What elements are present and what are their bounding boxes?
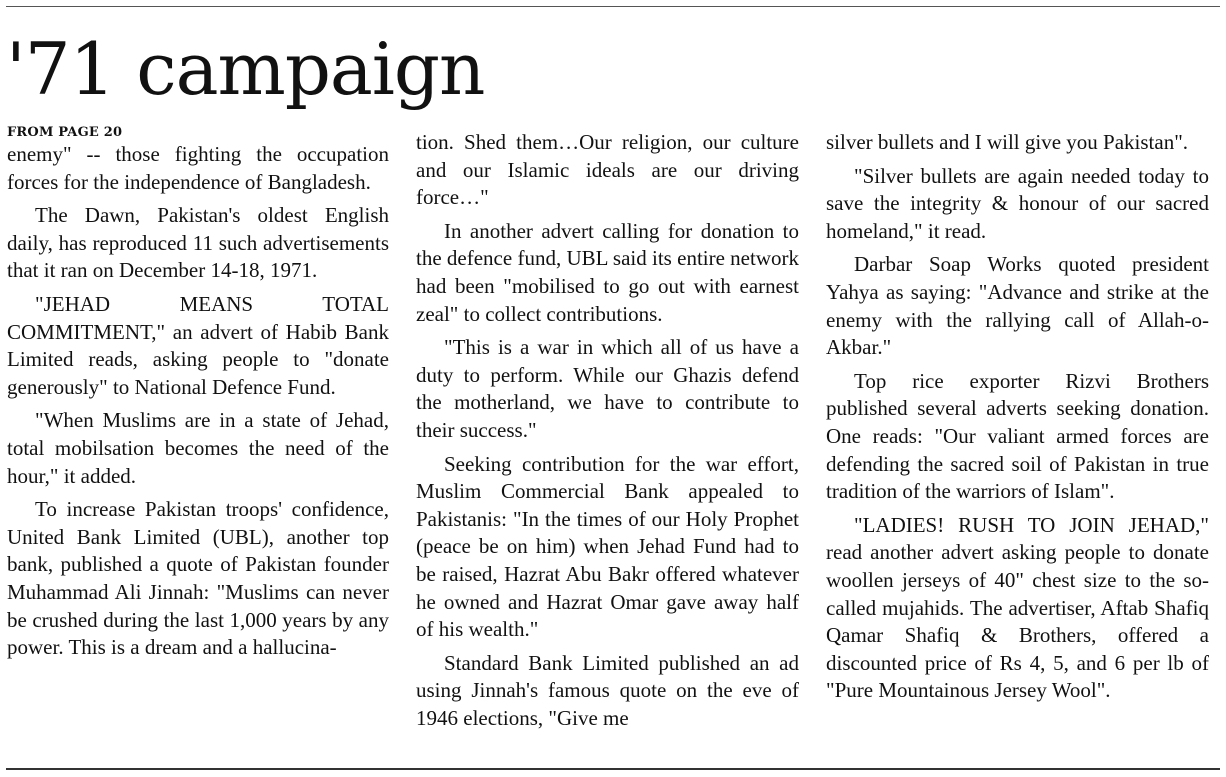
paragraph: To increase Pakistan troops' confidence, United Bank Limited (UBL), another top bank, published a quote of Pakistan founder Muhammad Ali Jinnah: "Muslims can never be crushed during the last 1,000 years by any power. This is a dream and a hallucina- — [7, 497, 389, 660]
paragraph: enemy" -- those fighting the occupation forces for the independence of Bangladesh. — [7, 142, 389, 194]
paragraph: "When Muslims are in a state of Jehad, total mobilsation becomes the need of the hour," it added. — [7, 408, 389, 488]
paragraph: "JEHAD MEANS TOTAL COMMITMENT," an advert of Habib Bank Limited reads, asking people to "donate generously" to National Defence Fund. — [7, 291, 389, 399]
jump-label: FROM PAGE 20 — [7, 125, 123, 140]
paragraph: "LADIES! RUSH TO JOIN JEHAD," read another advert asking people to donate woollen jerseys of 40" chest size to the so-called mujahids. The advertiser, Aftab Shafiq Qamar Shafiq & Brothers, offered a discounted price of Rs 4, 5, and 6 per lb of "Pure Mountainous Jersey Wool". — [826, 512, 1209, 703]
article-column-2 — [416, 129, 799, 738]
paragraph: "This is a war in which all of us have a duty to perform. While our Ghazis defend the motherland, we have to contribute to their success." — [416, 335, 799, 442]
paragraph: In another advert calling for donation to the defence fund, UBL said its entire network had been "mobilised to go out with earnest zeal" to collect contributions. — [416, 218, 799, 326]
paragraph: The Dawn, Pakistan's oldest English daily, has reproduced 11 such advertisements that it ran on December 14-18, 1971. — [7, 203, 389, 283]
paragraph: Seeking contribution for the war effort, Muslim Commercial Bank appealed to Pakistanis: "In the times of our Holy Prophet (peace be on him) when Jehad Fund had to be raised, Hazrat Abu Bakr offered whatever he owned and Hazrat Omar gave away half of his wealth." — [416, 451, 799, 642]
article-column-3 — [826, 129, 1209, 711]
article-column-1 — [7, 124, 389, 668]
top-rule — [6, 6, 1220, 7]
paragraph: Standard Bank Limited published an ad using Jinnah's famous quote on the eve of 1946 elections, "Give me — [416, 650, 799, 730]
paragraph: tion. Shed them…Our religion, our culture and our Islamic ideals are our driving force…" — [416, 130, 799, 210]
paragraph: silver bullets and I will give you Pakistan". — [826, 130, 1189, 154]
paragraph: Top rice exporter Rizvi Brothers published several adverts seeking donation. One reads: "Our valiant armed forces are defending the sacred soil of Pakistan in true tradition of the warriors of Islam". — [826, 368, 1209, 504]
paragraph: "Silver bullets are again needed today to save the integrity & honour of our sacred homeland," it read. — [826, 163, 1209, 243]
headline: '71 campaign — [6, 27, 485, 111]
paragraph: Darbar Soap Works quoted president Yahya as saying: "Advance and strike at the enemy with the rallying call of Allah-o-Akbar." — [826, 252, 1209, 360]
bottom-rule — [6, 768, 1220, 770]
